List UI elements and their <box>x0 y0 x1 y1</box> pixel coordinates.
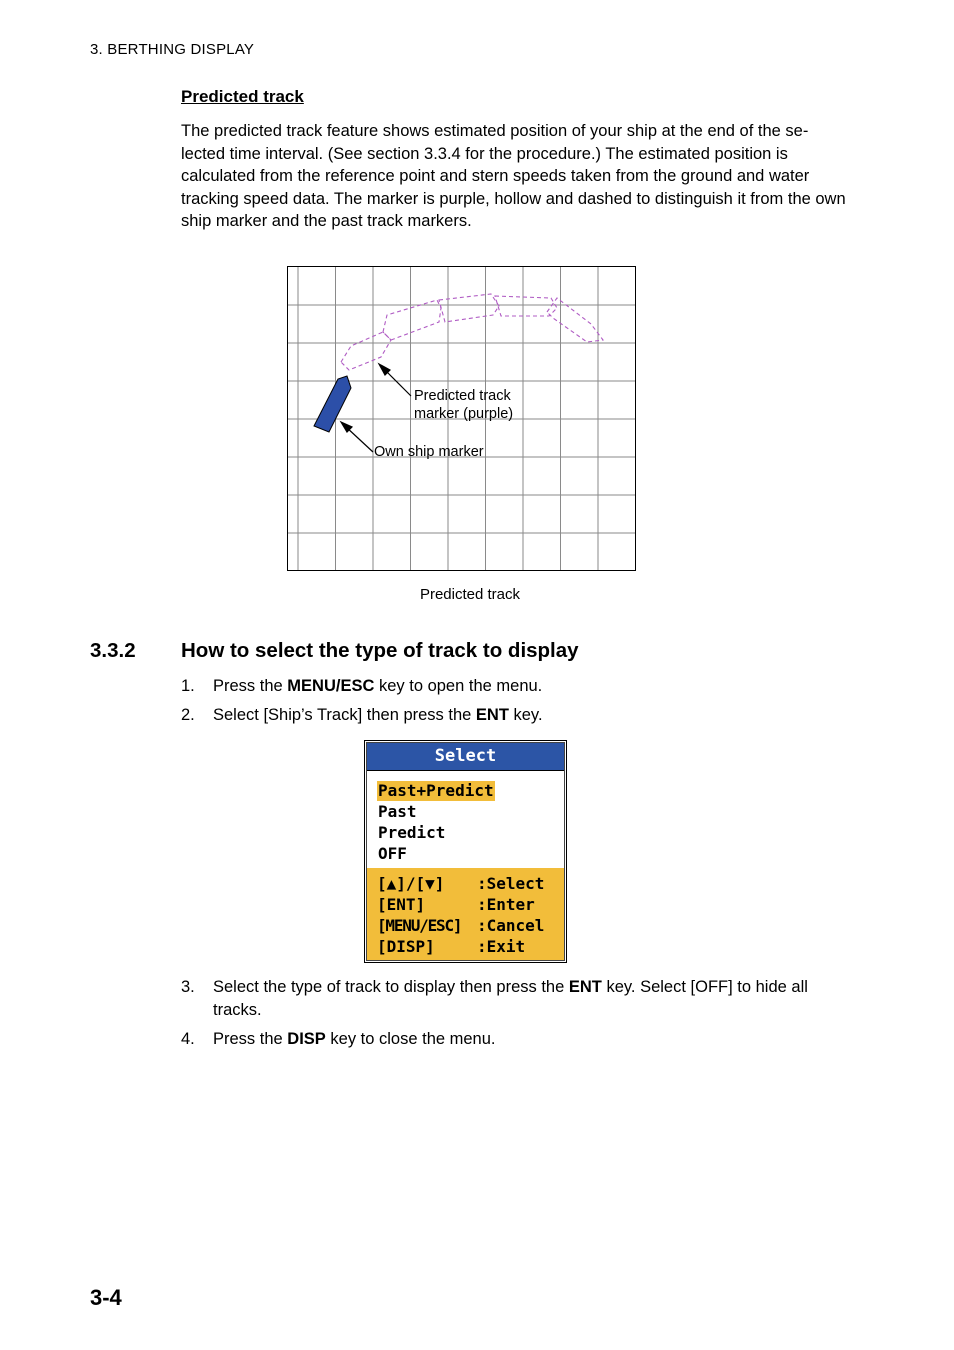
menu-options <box>367 770 564 869</box>
step-2: 2. Select [Ship’s Track] then press the ENT key. <box>181 706 543 724</box>
menu-item-past[interactable]: Past <box>378 802 417 821</box>
subsection-number: 3.3.2 <box>90 639 136 662</box>
menu-key-help: [▲]/[▼] :Select [ENT] :Enter [MENU/ESC] :Cancel [DISP] :Exit <box>367 868 564 960</box>
predicted-marker-label: Predicted track marker (purple) <box>414 388 514 422</box>
running-head: 3. BERTHING DISPLAY <box>90 41 255 58</box>
step-3: 3. Select the type of track to display then press the ENT key. Select [OFF] to hide all tracks. <box>181 978 808 1019</box>
section-title: Predicted track <box>181 87 304 106</box>
page-number: 3-4 <box>90 1285 122 1310</box>
leader-arrows <box>341 364 411 452</box>
menu-item-past-predict[interactable]: Past+Predict <box>378 781 494 800</box>
select-menu <box>364 740 567 963</box>
step-1: 1. Press the MENU/ESC key to open the menu. <box>181 677 543 695</box>
step-4: 4. Press the DISP key to close the menu. <box>181 1030 496 1048</box>
section-paragraph: The predicted track feature shows estimated position of your ship at the end of the se-lected time interval. (See section 3.3.4 for the procedure.) The estimated position is calculated from the reference point and stern speeds taken from the ground and water tracking speed data. The marker is purple, hollow and dashed to distinguish it from the own ship marker and the past track markers. <box>181 122 846 230</box>
predicted-track-figure <box>287 266 637 577</box>
figure-caption: Predicted track <box>419 586 521 603</box>
menu-item-off[interactable]: OFF <box>378 844 407 863</box>
own-ship-label: Own ship marker <box>374 444 484 460</box>
menu-title: Select <box>367 743 564 770</box>
subsection-title: How to select the type of track to display <box>181 639 579 662</box>
menu-item-predict[interactable]: Predict <box>378 823 446 842</box>
